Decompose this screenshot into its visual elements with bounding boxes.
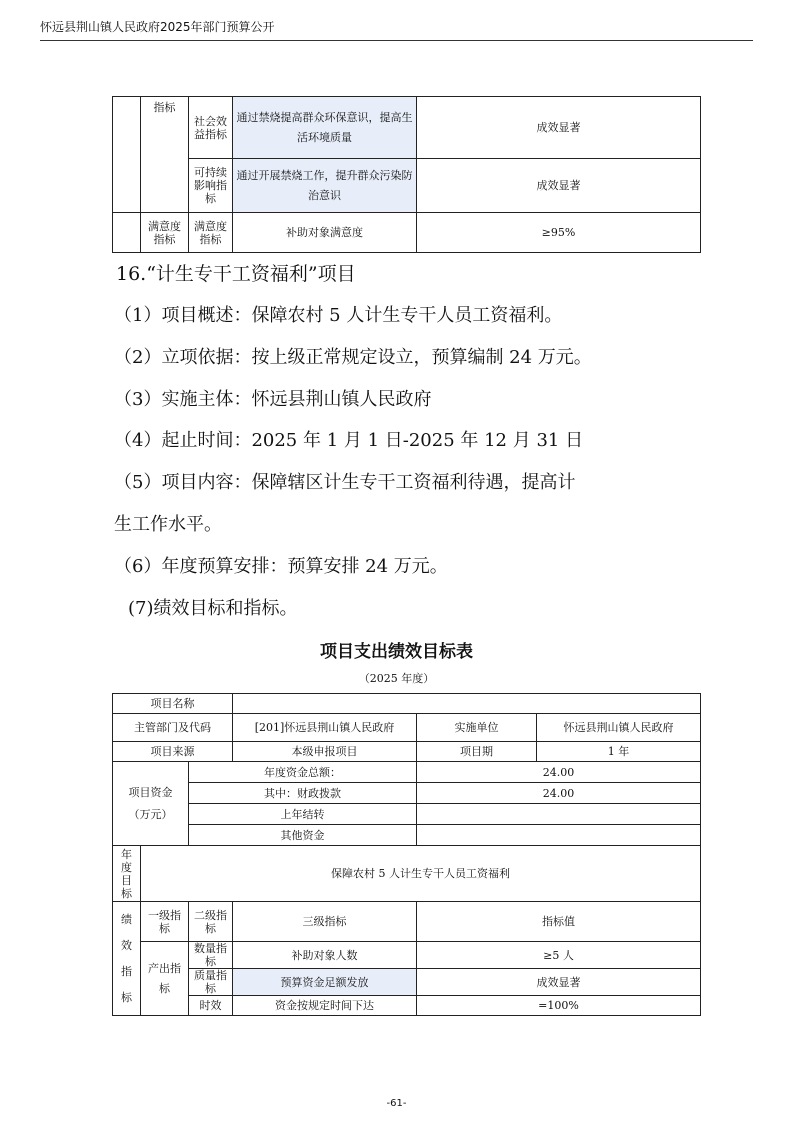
quantity-label: 数量指标 [189,942,233,969]
level2-header: 二级指标 [189,902,233,942]
dept-label: 主管部门及代码 [113,714,233,742]
project-name-label: 项目名称 [113,694,233,714]
page-number: -61- [386,1098,407,1109]
item-5-line-1: （5）项目内容：保障辖区计生专干工资福利待遇，提高计 [114,472,576,493]
funds-total-label: 年度资金总额： [189,762,417,783]
funds-label-line-1: 项目资金 [128,785,173,799]
project-name-value [233,694,701,714]
table-subtitle: （2025 年度） [358,672,435,685]
funds-fiscal-label: 其中：财政拨款 [189,783,417,804]
funds-other-value [417,825,701,846]
social-benefit-value: 成效显著 [417,97,701,159]
impl-value: 怀远县荆山镇人民政府 [537,714,701,742]
item-4: （4）起止时间：2025 年 1 月 1 日-2025 年 12 月 31 日 [114,430,584,451]
source-value: 本级申报项目 [233,742,417,762]
funds-total-value: 24.00 [417,762,701,783]
section-heading: 16.“计生专干工资福利”项目 [116,263,356,285]
empty-cell [113,213,141,253]
timeliness-value: =100% [417,996,701,1016]
performance-target-table [112,693,701,1016]
quality-content: 预算资金足额发放 [233,969,417,996]
funds-label-line-2: （万元） [128,807,173,821]
impl-label: 实施单位 [417,714,537,742]
annual-goal-value: 保障农村 5 人计生专干人员工资福利 [141,846,701,902]
item-6: （6）年度预算安排：预算安排 24 万元。 [114,556,448,577]
funds-carry-value [417,804,701,825]
item-1: （1）项目概述：保障农村 5 人计生专干人员工资福利。 [114,305,563,326]
sustainable-label: 可持续影响指标 [189,159,233,213]
satisfaction-value: ≥95% [417,213,701,253]
item-7: (7)绩效目标和指标。 [128,598,298,619]
social-benefit-label: 社会效益指标 [189,97,233,159]
item-3: （3）实施主体：怀远县荆山镇人民政府 [114,389,432,410]
timeliness-label: 时效 [189,996,233,1016]
source-label: 项目来源 [113,742,233,762]
header-title: 怀远县荆山镇人民政府2025年部门预算公开 [40,20,275,34]
period-value: 1 年 [537,742,701,762]
funds-label [113,762,189,846]
quality-label: 质量指标 [189,969,233,996]
page-header [40,16,753,41]
funds-other-label: 其他资金 [189,825,417,846]
quantity-value: ≥5 人 [417,942,701,969]
satisfaction-content: 补助对象满意度 [233,213,417,253]
page-footer [0,1098,793,1109]
funds-fiscal-value: 24.00 [417,783,701,804]
item-5-line-2: 生工作水平。 [114,514,222,535]
satisfaction-level1: 满意度指标 [141,213,189,253]
indicator-col-label: 指标 [141,97,189,213]
output-label: 产出指标 [141,942,189,1016]
funds-carry-label: 上年结转 [189,804,417,825]
item-2: （2）立项依据：按上级正常规定设立，预算编制 24 万元。 [114,347,592,368]
social-benefit-content: 通过禁烧提高群众环保意识，提高生活环境质量 [233,97,417,159]
continued-indicator-table [112,96,701,253]
quality-value: 成效显著 [417,969,701,996]
satisfaction-level2: 满意度指标 [189,213,233,253]
value-header: 指标值 [417,902,701,942]
quantity-content: 补助对象人数 [233,942,417,969]
dept-value: [201]怀远县荆山镇人民政府 [233,714,417,742]
level1-header: 一级指标 [141,902,189,942]
empty-cell [113,97,141,213]
sustainable-content: 通过开展禁烧工作，提升群众污染防治意识 [233,159,417,213]
table-title: 项目支出绩效目标表 [320,642,473,662]
sustainable-value: 成效显著 [417,159,701,213]
timeliness-content: 资金按规定时间下达 [233,996,417,1016]
annual-goal-label: 年度目标 [113,846,141,902]
level3-header: 三级指标 [233,902,417,942]
period-label: 项目期 [417,742,537,762]
perf-label: 绩效指标 [113,902,141,1016]
